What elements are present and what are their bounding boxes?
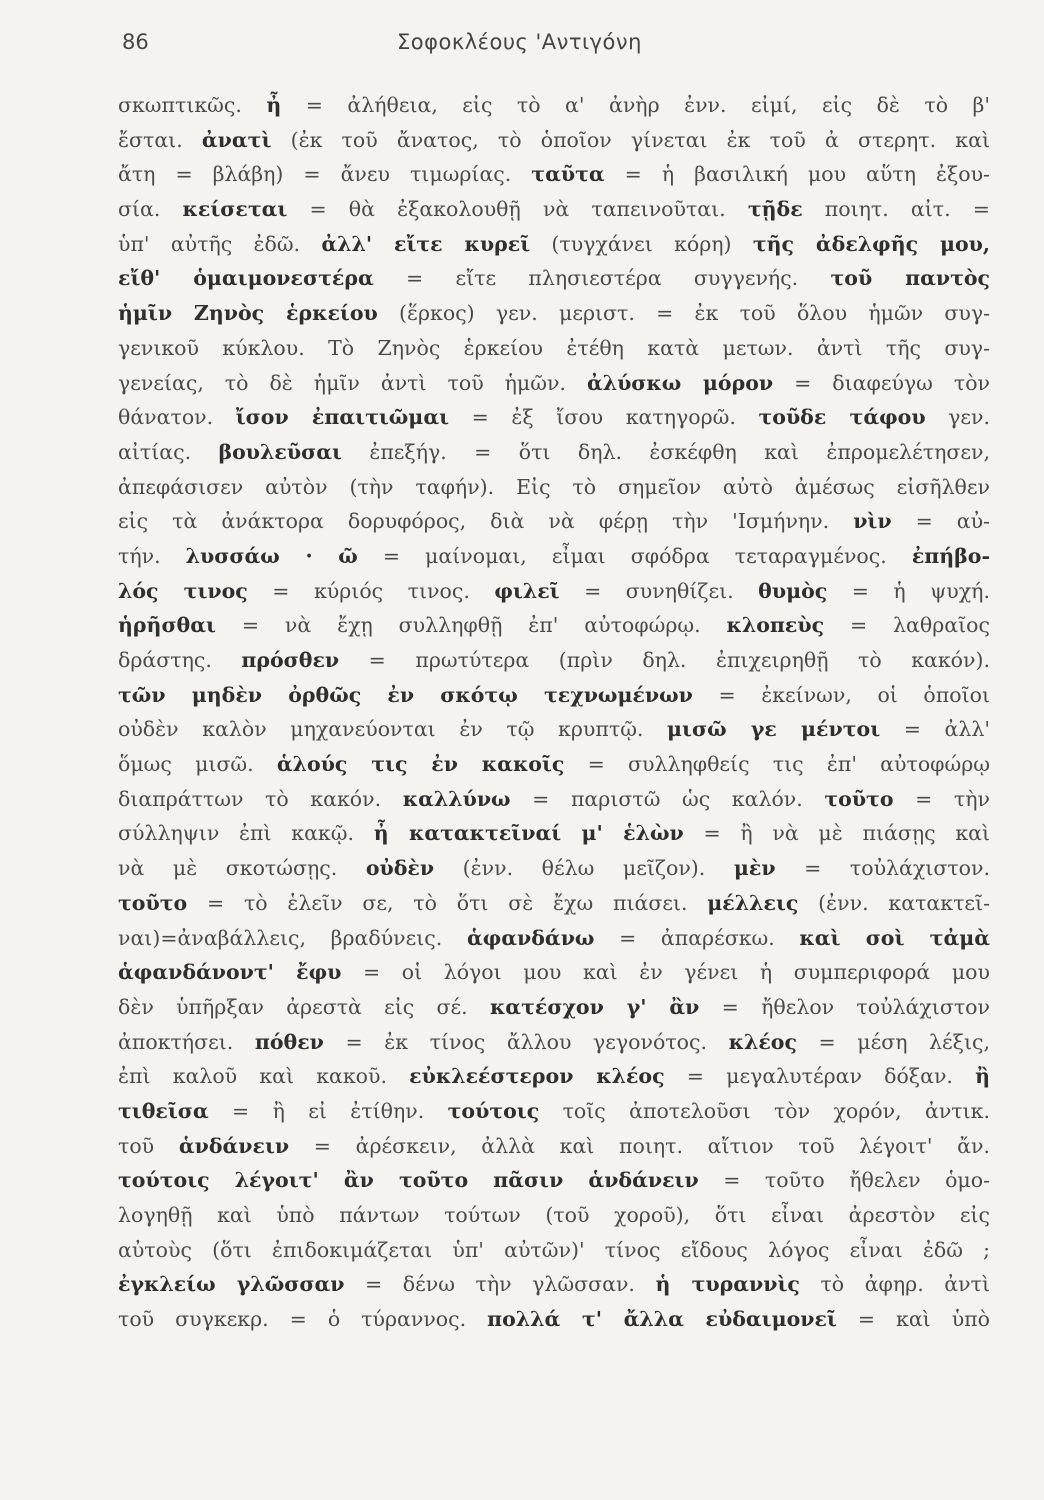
- lemma-term: καλλύνω: [402, 786, 511, 811]
- text-line: [118, 921, 990, 956]
- text-line: [118, 366, 990, 401]
- text-line: [118, 608, 990, 643]
- lemma-term: τούτοις λέγοιτ' ἂν τοῦτο πᾶσιν ἁνδάνειν: [118, 1168, 699, 1193]
- lemma-term: ἀνατὶ: [201, 127, 272, 152]
- text-line: [118, 1198, 990, 1233]
- gloss-text: = εἴτε πλησιεστέρα συγγενής.: [373, 266, 831, 291]
- lemma-term: νὶν: [853, 509, 892, 534]
- gloss-text: = ἀλήθεια, εἰς τὸ α' ἀνὴρ ἐνν. εἰμί, εἰς δὲ τὸ β': [281, 93, 991, 117]
- running-title: Σοφοκλέους 'Αντιγόνη: [397, 30, 642, 54]
- gloss-text: τήν.: [118, 543, 186, 568]
- text-line: [118, 782, 990, 817]
- text-line: [118, 157, 990, 192]
- gloss-text: τοῦ: [118, 1133, 179, 1158]
- gloss-text: = ἀλλ': [880, 717, 990, 742]
- text-line: [118, 678, 990, 713]
- text-line: [118, 435, 990, 470]
- lemma-term: ταῦτα: [531, 162, 605, 187]
- lemma-term: θυμὸς: [758, 578, 828, 603]
- gloss-text: γενικοῦ κύκλου. Τὸ Ζηνὸς ἑρκείου ἐτέθη κατὰ μετων. ἀντὶ τῆς συγ-: [118, 335, 990, 360]
- text-line: [118, 504, 990, 539]
- gloss-text: αὐτοὺς (ὅτι ἐπιδοκιμάζεται ὑπ' αὐτῶν)' τίνος εἴδους λόγος εἶναι ἐδῶ ;: [118, 1237, 990, 1262]
- lemma-term: ἡρῆσθαι: [118, 613, 216, 638]
- lemma-term: λυσσάω · ῶ: [185, 543, 358, 568]
- lemma-term: ἢ: [975, 1064, 991, 1089]
- gloss-text: (ἐνν. κατακτεῖ-: [798, 890, 990, 915]
- lemma-term: κείσεται: [182, 197, 288, 222]
- lemma-term: πρόσθεν: [241, 648, 340, 672]
- text-line: [118, 712, 990, 747]
- lemma-term: κλοπεὺς: [726, 613, 825, 638]
- lemma-term: ἀλύσκω μόρον: [586, 370, 774, 395]
- lemma-term: καὶ σοὶ τἀμὰ: [799, 925, 990, 950]
- text-line: [118, 470, 990, 505]
- text-line: [118, 1163, 990, 1198]
- lemma-term: μὲν: [733, 856, 776, 881]
- text-line: [118, 747, 990, 782]
- gloss-text: δράστης.: [118, 648, 242, 672]
- gloss-text: = πρωτύτερα (πρὶν δηλ. ἐπιχειρηθῇ τὸ κακόν).: [339, 648, 990, 672]
- gloss-text: ποιητ. αἰτ. =: [802, 197, 990, 222]
- gloss-text: ἄτη = βλάβη) = ἄνευ τιμωρίας.: [118, 162, 532, 187]
- lemma-term: ἴσον ἐπαιτιῶμαι: [235, 405, 450, 430]
- page-header: [122, 30, 922, 62]
- text-line: [118, 886, 990, 921]
- lemma-term: ἡ τυραννὶς: [655, 1272, 800, 1297]
- gloss-text: τοῖς ἀποτελοῦσι τὸν χορόν, ἀντικ.: [539, 1098, 991, 1123]
- gloss-text: ἐπεξήγ. = ὅτι δηλ. ἐσκέφθη καὶ ἐπρομελέτησεν,: [341, 439, 990, 464]
- lemma-term: ἁφανδάνοντ' ἔφυ: [118, 960, 342, 985]
- gloss-text: οὐδὲν καλὸν μηχανεύονται ἐν τῷ κρυπτῷ.: [118, 717, 668, 742]
- lemma-term: κατέσχον γ' ἂν: [489, 994, 700, 1019]
- lemma-term: εὐκλεέστερον κλέος: [409, 1064, 665, 1089]
- gloss-text: = τὸ ἑλεῖν σε, τὸ ὅτι σὲ ἔχω πιάσει.: [187, 890, 708, 915]
- gloss-text: = ἐκείνων, οἱ ὁποῖοι: [692, 682, 990, 707]
- lemma-term: τοῦδε τάφου: [758, 405, 926, 430]
- gloss-text: = ἢ εἰ ἐτίθην.: [208, 1098, 448, 1123]
- gloss-text: = οἱ λόγοι μου καὶ ἐν γένει ἡ συμπεριφορά μου: [341, 960, 990, 985]
- gloss-text: ἀπεφάσισεν αὐτὸν (τὴν ταφήν). Εἰς τὸ σημεῖον αὐτὸ ἀμέσως εἰσῆλθεν: [118, 474, 990, 499]
- gloss-text: = τοῦτο ἤθελεν ὁμο-: [698, 1168, 991, 1193]
- lemma-term: τοῦ παντὸς: [830, 266, 991, 291]
- gloss-text: = παριστῶ ὡς καλόν.: [510, 786, 825, 811]
- gloss-text: = ἐκ τίνος ἄλλου γεγονότος.: [323, 1029, 729, 1054]
- text-line: [118, 1267, 990, 1302]
- lemma-term: λός τινος: [118, 578, 248, 603]
- gloss-text: = ἀρέσκειν, ἀλλὰ καὶ ποιητ. αἴτιον τοῦ λέγοιτ' ἄν.: [289, 1133, 990, 1158]
- gloss-text: γεν.: [925, 405, 990, 430]
- text-line: [118, 574, 990, 609]
- gloss-text: ὅμως μισῶ.: [118, 752, 277, 777]
- gloss-text: = ἢ νὰ μὲ πιάσῃς καὶ: [683, 821, 991, 846]
- lemma-term: φιλεῖ: [494, 578, 560, 603]
- lemma-term: βουλεῦσαι: [218, 439, 342, 464]
- commentary-text: [118, 88, 990, 1337]
- gloss-text: = ἐξ ἴσου κατηγορῶ.: [449, 405, 759, 430]
- gloss-text: = αὐ-: [891, 509, 990, 534]
- gloss-text: = κύριός τινος.: [247, 578, 495, 603]
- gloss-text: τοῦ συγκεκρ. = ὁ τύραννος.: [118, 1307, 488, 1332]
- lemma-term: ἐπήβο-: [911, 543, 990, 568]
- gloss-text: σία.: [118, 197, 183, 222]
- lemma-term: ἁφανδάνω: [466, 925, 595, 950]
- gloss-text: τὸ ἀφηρ. ἀντὶ: [799, 1272, 990, 1297]
- text-line: [118, 955, 990, 990]
- gloss-text: = τοὐλάχιστον.: [775, 856, 990, 881]
- gloss-text: ἀποκτήσει.: [118, 1029, 255, 1054]
- text-line: [118, 1129, 990, 1164]
- text-line: [118, 400, 990, 435]
- lemma-term: τοῦτο: [118, 890, 188, 915]
- gloss-text: νὰ μὲ σκοτώσῃς.: [118, 856, 366, 881]
- gloss-text: = διαφεύγω τὸν: [773, 370, 991, 395]
- text-line: [118, 1233, 990, 1268]
- text-line: [118, 227, 990, 262]
- lemma-term: πόθεν: [254, 1029, 324, 1054]
- gloss-text: (ἐκ τοῦ ἄνατος, τὸ ὁποῖον γίνεται ἐκ τοῦ ἀ στερητ. καὶ: [271, 127, 990, 152]
- lemma-term: κλέος: [728, 1029, 797, 1054]
- text-line: [118, 192, 990, 227]
- gloss-text: = μαίνομαι, εἶμαι σφόδρα τεταραγμένος.: [357, 543, 912, 568]
- gloss-text: (τυγχάνει κόρη): [530, 231, 753, 256]
- gloss-text: ἐπὶ καλοῦ καὶ κακοῦ.: [118, 1064, 410, 1089]
- gloss-text: = τὴν: [893, 786, 990, 811]
- lemma-term: ἁνδάνειν: [178, 1133, 290, 1158]
- gloss-text: = ἡ ψυχή.: [827, 578, 990, 603]
- text-line: [118, 123, 990, 158]
- gloss-text: = νὰ ἔχῃ συλληφθῇ ἐπ' αὐτοφώρῳ.: [215, 613, 727, 638]
- lemma-term: μισῶ γε μέντοι: [667, 717, 881, 742]
- text-line: [118, 261, 990, 296]
- text-line: [118, 1094, 990, 1129]
- lemma-term: τούτοις: [447, 1098, 540, 1123]
- text-line: [118, 331, 990, 366]
- lemma-term: οὐδὲν: [365, 856, 435, 881]
- lemma-term: ἀλλ' εἴτε κυρεῖ: [321, 231, 531, 256]
- lemma-term: ἁλούς τις ἐν κακοῖς: [276, 752, 565, 777]
- text-line: [118, 539, 990, 574]
- text-line: [118, 816, 990, 851]
- text-line: [118, 1059, 990, 1094]
- lemma-term: ἦ κατακτεῖναί μ' ἑλὼν: [373, 821, 684, 846]
- gloss-text: = συνηθίζει.: [559, 578, 759, 603]
- text-line: [118, 643, 990, 678]
- text-line: [118, 990, 990, 1025]
- gloss-text: = θὰ ἐξακολουθῇ νὰ ταπεινοῦται.: [287, 197, 748, 222]
- gloss-text: εἰς τὰ ἀνάκτορα δορυφόρος, διὰ νὰ φέρῃ τὴν 'Ισμήνην.: [118, 509, 854, 534]
- lemma-term: τῇδε: [747, 197, 803, 222]
- lemma-term: τῆς ἀδελφῆς μου,: [752, 231, 990, 256]
- page-number: 86: [122, 30, 149, 54]
- gloss-text: γενείας, τὸ δὲ ἡμῖν ἀντὶ τοῦ ἡμῶν.: [118, 370, 587, 395]
- gloss-text: λογηθῇ καὶ ὑπὸ πάντων τούτων (τοῦ χοροῦ), ὅτι εἶναι ἀρεστὸν εἰς: [118, 1203, 990, 1227]
- lemma-term: ἦ: [266, 93, 282, 117]
- gloss-text: δὲν ὑπῆρξαν ἀρεστὰ εἰς σέ.: [118, 994, 490, 1019]
- gloss-text: = δένω τὴν γλῶσσαν.: [344, 1272, 656, 1297]
- lemma-term: μέλλεις: [707, 890, 799, 915]
- gloss-text: (ἐνν. θέλω μεῖζον).: [434, 856, 734, 881]
- gloss-text: ἔσται.: [118, 127, 202, 152]
- gloss-text: θάνατον.: [118, 405, 236, 430]
- gloss-text: σύλληψιν ἐπὶ κακῷ.: [118, 821, 374, 846]
- lemma-term: ἐγκλείω γλῶσσαν: [118, 1272, 345, 1297]
- lemma-term: τοῦτο: [824, 786, 894, 811]
- gloss-text: ὑπ' αὐτῆς ἐδῶ.: [118, 231, 322, 256]
- gloss-text: αἰτίας.: [118, 439, 219, 464]
- gloss-text: = ἀπαρέσκω.: [594, 925, 800, 950]
- gloss-text: = καὶ ὑπὸ: [836, 1307, 990, 1332]
- lemma-term: τῶν μηδὲν ὀρθῶς ἐν σκότῳ τεχνωμένων: [118, 682, 693, 707]
- gloss-text: σκωπτικῶς.: [118, 93, 267, 117]
- gloss-text: = συλληφθείς τις ἐπ' αὐτοφώρῳ: [564, 752, 990, 777]
- text-line: [118, 296, 990, 331]
- lemma-term: πολλά τ' ἄλλα εὐδαιμονεῖ: [487, 1307, 837, 1332]
- text-line: [118, 1302, 990, 1337]
- lemma-term: τιθεῖσα: [118, 1098, 209, 1123]
- text-line: [118, 88, 990, 123]
- gloss-text: = μέση λέξις,: [796, 1029, 990, 1054]
- gloss-text: ναι)=ἀναβάλλεις, βραδύνεις.: [118, 925, 467, 950]
- gloss-text: = ἡ βασιλική μου αὕτη ἐξου-: [604, 162, 990, 187]
- gloss-text: = μεγαλυτέραν δόξαν.: [664, 1064, 976, 1089]
- lemma-term: ἡμῖν Ζηνὸς ἑρκείου: [118, 301, 378, 326]
- text-line: [118, 1025, 990, 1060]
- gloss-text: διαπράττων τὸ κακόν.: [118, 786, 403, 811]
- gloss-text: (ἕρκος) γεν. μεριστ. = ἐκ τοῦ ὅλου ἡμῶν συγ-: [377, 301, 990, 326]
- gloss-text: = ἤθελον τοὐλάχιστον: [699, 994, 990, 1019]
- text-line: [118, 851, 990, 886]
- gloss-text: = λαθραῖος: [824, 613, 990, 638]
- lemma-term: εἴθ' ὁμαιμονεστέρα: [118, 266, 374, 291]
